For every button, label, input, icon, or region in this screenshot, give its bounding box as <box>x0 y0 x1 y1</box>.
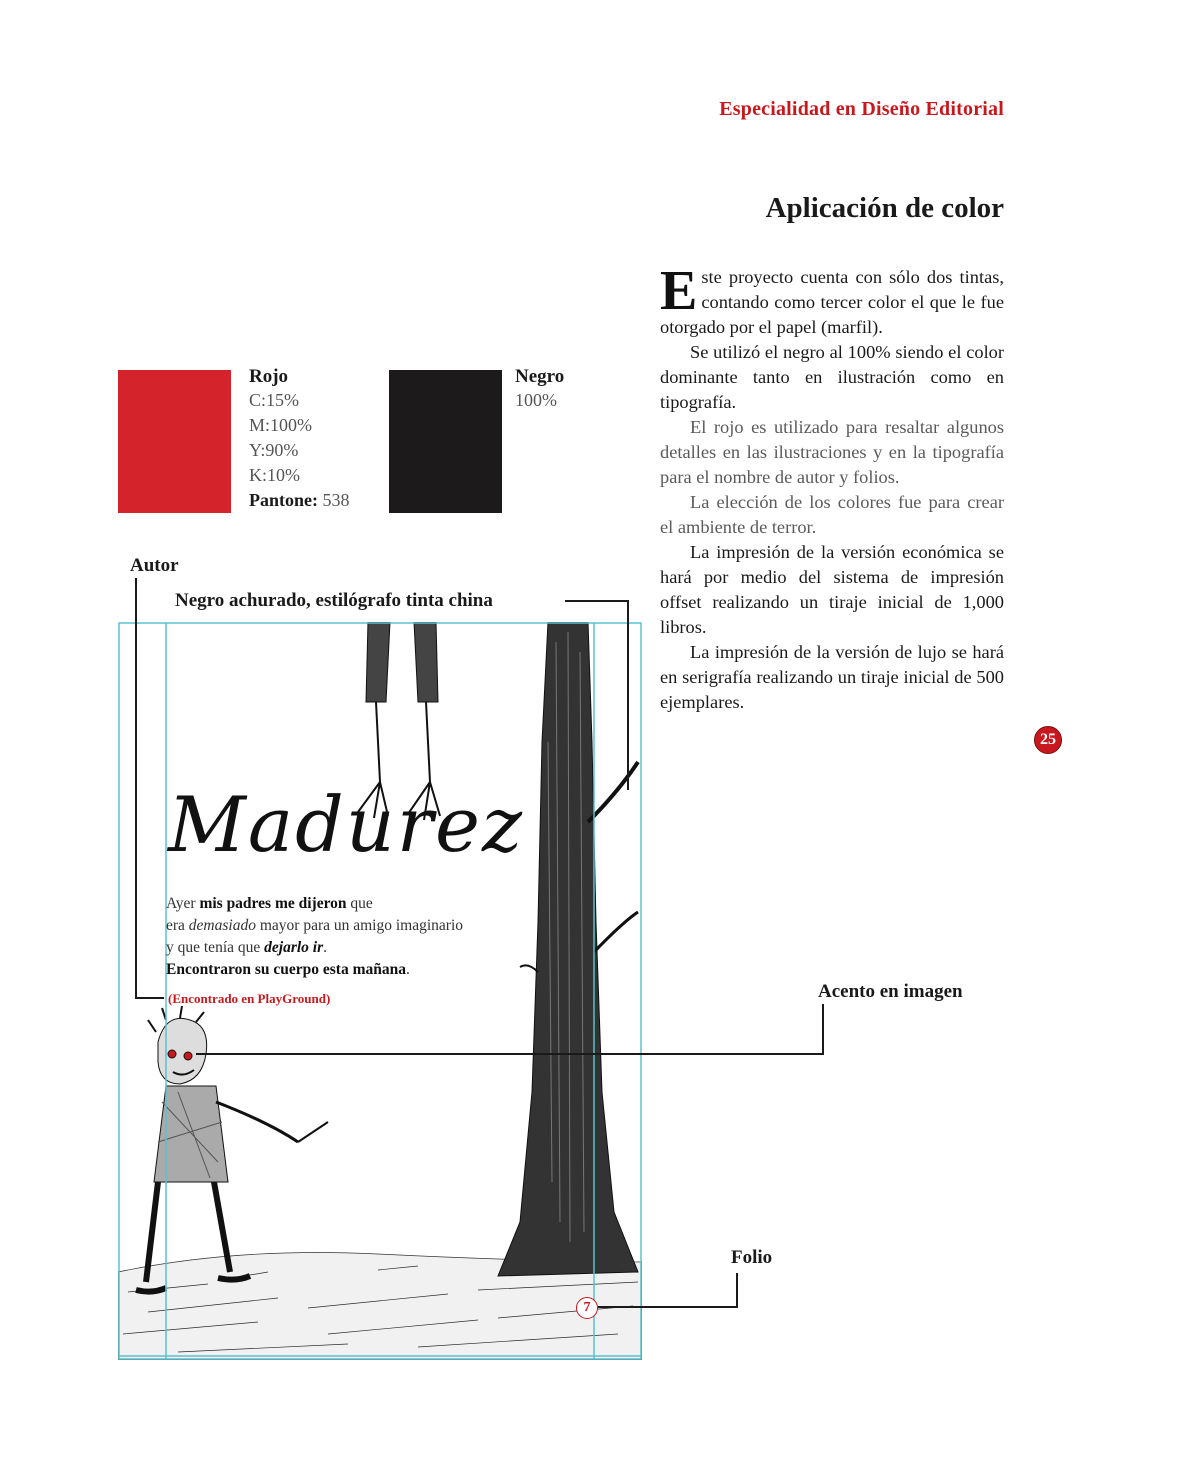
paragraph-2: Se utilizó el negro al 100% siendo el color dominante tanto en ilustración como en tipografía. <box>660 342 1004 412</box>
paragraph-5: La impresión de la versión económica se hará por medio del sistema de impresión offset realizando un tiraje inicial de 1,000 libros. <box>660 542 1004 637</box>
annotation-folio: Folio <box>731 1247 773 1268</box>
black-swatch-value: 100% <box>515 390 557 410</box>
paragraph-1-text: ste proyecto cuenta con sólo dos tintas, contando como tercer color el que le fue otorgado por el papel (marfil). <box>660 267 1004 337</box>
mockup-author-source: (Encontrado en PlayGround) <box>168 991 331 1006</box>
leader-folio <box>598 1273 737 1307</box>
red-yellow-value: Y:90% <box>249 440 299 460</box>
red-key-value: K:10% <box>249 465 300 485</box>
page-number-badge: 25 <box>1034 726 1062 754</box>
paragraph-6: La impresión de la versión de lujo se hará en serigrafía realizando un tiraje inicial de 500 ejemplares. <box>660 642 1004 712</box>
story-line-1-c: que <box>346 895 373 912</box>
annotation-negro-achurado: Negro achurado, estilógrafo tinta china <box>175 590 493 611</box>
leader-autor <box>136 578 164 998</box>
annotation-autor: Autor <box>130 555 179 576</box>
leader-acento <box>196 1004 823 1054</box>
black-swatch-name: Negro <box>515 366 565 387</box>
paragraph-4: La elección de los colores fue para crear el ambiente de terror. <box>660 492 1004 537</box>
story-line-1-a: Ayer <box>166 895 200 912</box>
red-swatch-name: Rojo <box>249 366 289 387</box>
mockup-folio-badge: 7 <box>576 1297 598 1319</box>
red-cyan-value: C:15% <box>249 390 300 410</box>
pantone-value: 538 <box>318 490 350 510</box>
story-line-3-c: . <box>323 939 328 956</box>
story-line-4-b: . <box>405 961 410 978</box>
story-line-3-b: dejarlo ir <box>264 939 324 956</box>
story-line-4-a: Encontraron su cuerpo esta mañana <box>166 961 406 978</box>
red-magenta-value: M:100% <box>249 415 312 435</box>
story-line-1-b: mis padres me dijeron <box>199 895 347 912</box>
running-header: Especialidad en Diseño Editorial <box>719 98 1004 120</box>
annotation-acento: Acento en imagen <box>818 981 963 1002</box>
story-line-2-a: era <box>166 917 189 934</box>
story-line-2-c: mayor para un amigo imaginario <box>255 917 464 934</box>
story-line-3-a: y que tenía que <box>166 939 265 956</box>
story-line-2-b: demasiado <box>188 917 256 934</box>
drop-cap: E <box>660 260 698 322</box>
page-title: Aplicación de color <box>765 192 1004 224</box>
mockup-script-title: Madurez <box>168 780 525 869</box>
leader-negro <box>565 601 628 790</box>
pantone-label: Pantone: <box>249 490 318 510</box>
paragraph-3: El rojo es utilizado para resaltar algunos detalles en las ilustraciones y en la tipografía para el nombre de autor y folios. <box>660 417 1004 487</box>
